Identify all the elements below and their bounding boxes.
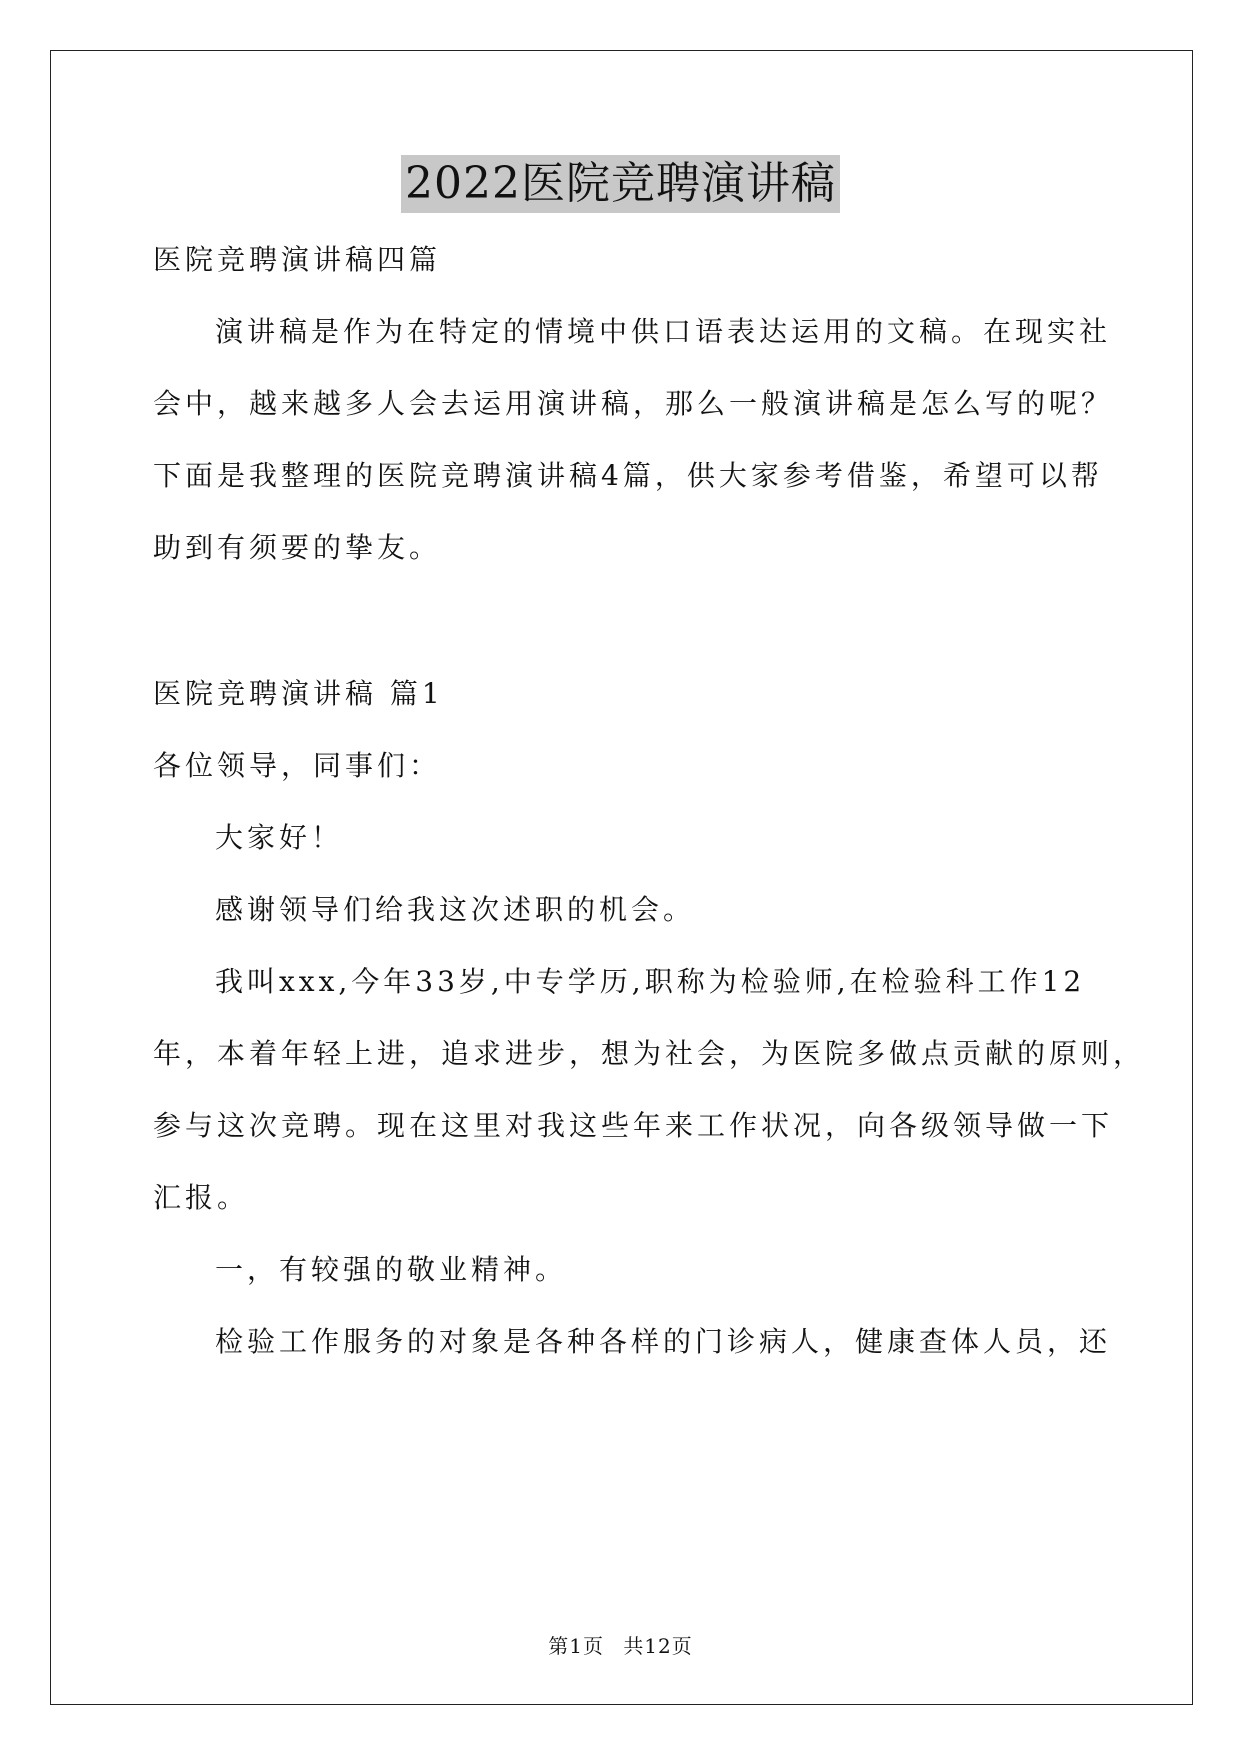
subtitle-line: 医院竞聘演讲稿四篇 [153,243,442,276]
paragraph-line: 年，本着年轻上进，追求进步，想为社会，为医院多做点贡献的原则， [153,1037,1146,1070]
paragraph-line: 汇报。 [153,1181,250,1214]
page-footer [0,1630,1241,1659]
section-point-line: 一，有较强的敬业精神。 [215,1253,568,1286]
page-border [50,50,1193,1705]
paragraph-line: 检验工作服务的对象是各种各样的门诊病人，健康查体人员，还 [215,1325,1112,1358]
paragraph-line: 演讲稿是作为在特定的情境中供口语表达运用的文稿。在现实社 [215,315,1112,348]
page-number: 第1页 [548,1634,604,1658]
paragraph-line: 助到有须要的挚友。 [153,531,442,564]
paragraph-line: 感谢领导们给我这次述职的机会。 [215,893,696,926]
section-heading: 医院竞聘演讲稿 篇1 [153,677,444,710]
paragraph-line: 会中，越来越多人会去运用演讲稿，那么一般演讲稿是怎么写的呢？ [153,387,1114,420]
greeting-line: 大家好！ [215,821,344,854]
title-container [0,155,1241,213]
paragraph-line: 参与这次竞聘。现在这里对我这些年来工作状况，向各级领导做一下 [153,1109,1114,1142]
paragraph-line: 下面是我整理的医院竞聘演讲稿4篇，供大家参考借鉴，希望可以帮 [153,459,1103,492]
total-pages: 共12页 [623,1634,693,1658]
salutation-line: 各位领导，同事们： [153,749,442,782]
paragraph-line: 我叫xxx,今年33岁,中专学历,职称为检验师,在检验科工作12 [215,965,1086,998]
document-title: 2022医院竞聘演讲稿 [401,155,840,213]
